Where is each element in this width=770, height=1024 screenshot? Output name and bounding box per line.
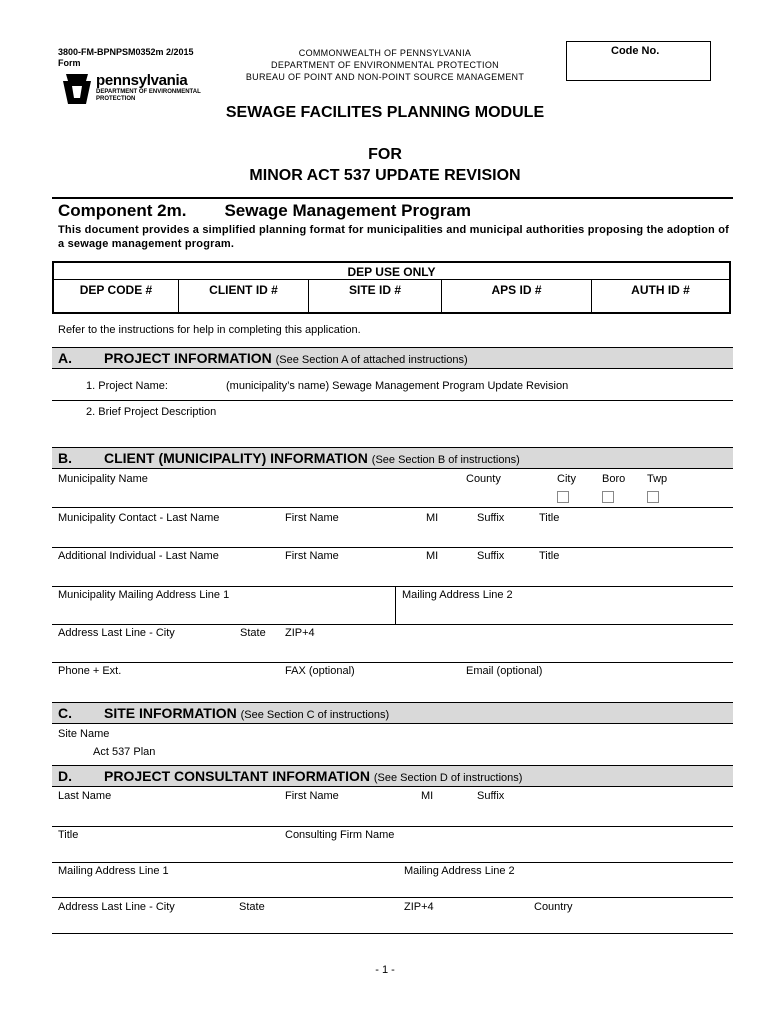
logo-sub-line1: DEPARTMENT OF ENVIRONMENTAL [96, 89, 201, 95]
client-id-cell: CLIENT ID # [179, 280, 309, 314]
agency-line-3: BUREAU OF POINT AND NON-POINT SOURCE MANAGEMENT [245, 72, 525, 82]
section-b-title [104, 450, 520, 466]
section-a-name: PROJECT INFORMATION [104, 350, 272, 366]
form-number [58, 47, 194, 69]
divider [52, 933, 733, 934]
phone-field[interactable]: Phone + Ext. [58, 665, 122, 677]
logo-subtitle [96, 89, 226, 103]
component-number: Component 2m. [58, 201, 187, 220]
module-title: SEWAGE FACILITES PLANNING MODULE [225, 104, 545, 121]
consultant-first-name-field[interactable]: First Name [285, 790, 339, 802]
section-b-header [52, 447, 733, 469]
consultant-country-field[interactable]: Country [534, 901, 573, 913]
dep-use-only-table [52, 261, 731, 314]
additional-suffix-field[interactable]: Suffix [477, 550, 505, 562]
contact-mi-field[interactable]: MI [426, 512, 439, 524]
municipality-zip-field[interactable]: ZIP+4 [285, 627, 315, 639]
divider [52, 862, 733, 863]
code-no-field[interactable] [566, 41, 711, 81]
site-id-cell: SITE ID # [309, 280, 442, 314]
component-description: This document provides a simplified planning format for municipalities and municipal authorities proposing the adoption of a sewage management program. [58, 224, 729, 250]
instructions-note: Refer to the instructions for help in completing this application. [58, 324, 361, 336]
section-a-note: (See Section A of attached instructions) [275, 354, 468, 366]
consultant-title-field[interactable]: Title [58, 829, 79, 841]
brief-description-label: 2. Brief Project Description [86, 406, 217, 418]
municipality-name-field[interactable]: Municipality Name [58, 473, 148, 485]
consultant-mi-field[interactable]: MI [421, 790, 434, 802]
twp-label: Twp [647, 473, 668, 485]
municipality-city-field[interactable]: Address Last Line - City [58, 627, 175, 639]
code-no-label: Code No. [611, 45, 660, 57]
divider [52, 400, 733, 401]
fax-field[interactable]: FAX (optional) [285, 665, 355, 677]
consulting-firm-field[interactable]: Consulting Firm Name [285, 829, 395, 841]
divider [52, 586, 733, 587]
keystone-icon [60, 72, 94, 106]
agency-line-1: COMMONWEALTH OF PENNSYLVANIA [298, 48, 472, 58]
section-d-title [104, 768, 522, 784]
contact-first-name-field[interactable]: First Name [285, 512, 339, 524]
auth-id-cell: AUTH ID # [631, 283, 690, 297]
logo-sub-line2: PROTECTION [96, 96, 136, 102]
module-title-for: FOR [368, 146, 402, 163]
consultant-suffix-field[interactable]: Suffix [477, 790, 505, 802]
section-b-note: (See Section B of instructions) [371, 454, 520, 466]
section-c-header [52, 702, 733, 724]
additional-mi-field[interactable]: MI [426, 550, 439, 562]
county-field[interactable]: County [466, 473, 501, 485]
municipality-mailing-line1-field[interactable]: Municipality Mailing Address Line 1 [58, 589, 230, 601]
consultant-mailing-line1-field[interactable]: Mailing Address Line 1 [58, 865, 169, 877]
logo-wordmark: pennsylvania [96, 72, 188, 89]
consultant-last-name-field[interactable]: Last Name [58, 790, 112, 802]
module-subtitle: MINOR ACT 537 UPDATE REVISION [249, 167, 521, 184]
section-a-letter: A. [58, 350, 72, 366]
dep-use-header: DEP USE ONLY [347, 265, 436, 279]
section-b-letter: B. [58, 450, 72, 466]
boro-label: Boro [602, 473, 626, 485]
agency-line-2: DEPARTMENT OF ENVIRONMENTAL PROTECTION [271, 60, 499, 70]
section-c-name: SITE INFORMATION [104, 705, 237, 721]
component-heading [58, 201, 471, 221]
city-checkbox[interactable] [557, 491, 569, 503]
contact-suffix-field[interactable]: Suffix [477, 512, 505, 524]
section-b-name: CLIENT (MUNICIPALITY) INFORMATION [104, 450, 368, 466]
project-name-label: 1. Project Name: [86, 380, 168, 392]
consultant-mailing-line2-field[interactable]: Mailing Address Line 2 [404, 865, 515, 877]
section-d-letter: D. [58, 768, 72, 784]
divider [52, 624, 733, 625]
divider [52, 662, 733, 663]
section-c-letter: C. [58, 705, 72, 721]
section-d-header [52, 765, 733, 787]
divider [52, 897, 733, 898]
section-d-note: (See Section D of instructions) [373, 772, 523, 784]
email-field[interactable]: Email (optional) [466, 665, 543, 677]
aps-id-cell: APS ID # [442, 280, 592, 314]
additional-last-name-field[interactable]: Additional Individual - Last Name [58, 550, 219, 562]
consultant-city-field[interactable]: Address Last Line - City [58, 901, 175, 913]
contact-title-field[interactable]: Title [539, 512, 560, 524]
boro-checkbox[interactable] [602, 491, 614, 503]
municipality-mailing-line2-field[interactable]: Mailing Address Line 2 [402, 589, 513, 601]
dep-code-cell: DEP CODE # [54, 280, 179, 314]
component-divider [52, 197, 733, 199]
section-a-title [104, 350, 468, 366]
municipality-state-field[interactable]: State [240, 627, 266, 639]
consultant-zip-field[interactable]: ZIP+4 [404, 901, 434, 913]
component-title: Sewage Management Program [224, 201, 472, 220]
pa-dep-logo [60, 72, 220, 108]
form-label: Form [58, 58, 81, 68]
site-name-value[interactable]: Act 537 Plan [93, 746, 156, 758]
divider [52, 547, 733, 548]
agency-heading [220, 47, 550, 83]
divider [395, 586, 396, 625]
section-d-name: PROJECT CONSULTANT INFORMATION [104, 768, 370, 784]
consultant-state-field[interactable]: State [239, 901, 265, 913]
contact-last-name-field[interactable]: Municipality Contact - Last Name [58, 512, 220, 524]
form-number-text: 3800-FM-BPNPSM0352m 2/2015 [58, 47, 194, 57]
twp-checkbox[interactable] [647, 491, 659, 503]
project-name-value[interactable]: (municipality’s name) Sewage Management Program Update Revision [226, 380, 569, 392]
additional-title-field[interactable]: Title [539, 550, 560, 562]
divider [52, 826, 733, 827]
site-name-label: Site Name [58, 728, 110, 740]
page-number: - 1 - [375, 964, 395, 976]
section-c-note: (See Section C of instructions) [240, 709, 390, 721]
city-label: City [557, 473, 576, 485]
additional-first-name-field[interactable]: First Name [285, 550, 339, 562]
divider [52, 507, 733, 508]
section-a-header [52, 347, 733, 369]
section-c-title [104, 705, 389, 721]
